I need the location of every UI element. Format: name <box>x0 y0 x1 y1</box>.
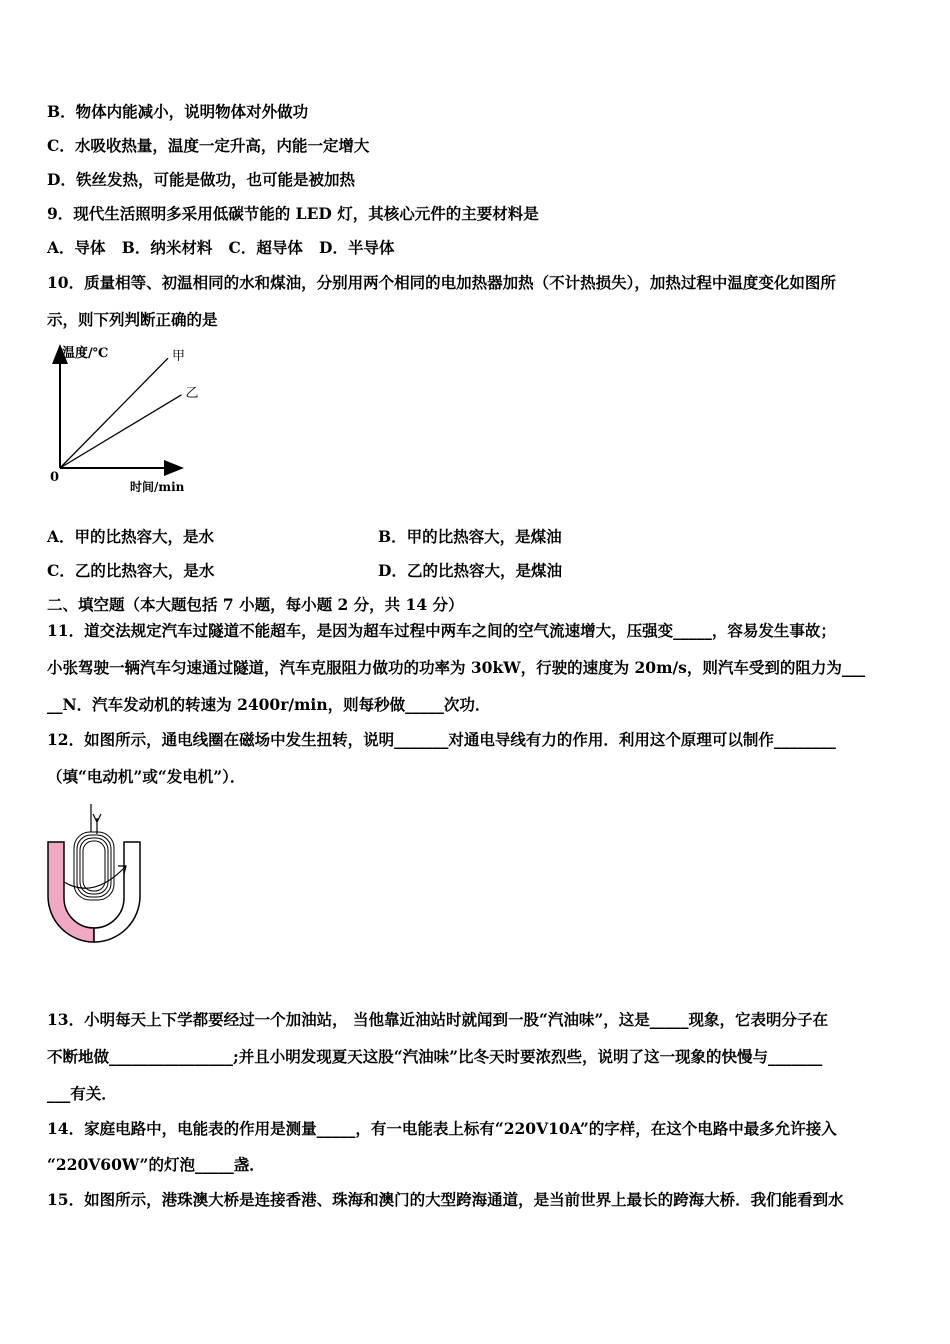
magnet-left-half <box>48 842 94 942</box>
temperature-time-graph <box>42 340 212 500</box>
q10-option-a: A．甲的比热容大，是水 <box>47 527 215 546</box>
q11-line-2: 小张驾驶一辆汽车匀速通过隧道，汽车克服阻力做功的功率为 30kW，行驶的速度为 20m/s，则汽车受到的阻力为___ <box>47 658 866 677</box>
section-2-heading: 二、填空题（本大题包括 7 小题，每小题 2 分，共 14 分） <box>47 595 464 614</box>
q13-line-3: ___有关． <box>47 1084 117 1103</box>
q13-line-2: 不断地做________________;并且小明发现夏天这股“汽油味”比冬天时要浓烈些，说明了这一现象的快慢与_______ <box>47 1047 823 1066</box>
q13-line-1: 13．小明每天上下学都要经过一个加油站， 当他靠近油站时就闻到一股“汽油味”，这是_____现象，它表明分子在 <box>47 1010 829 1029</box>
q14-line-2: “220V60W”的灯泡_____盏． <box>47 1155 265 1174</box>
q10-stem-2: 示，则下列判断正确的是 <box>47 310 218 329</box>
q10-option-b: B．甲的比热容大，是煤油 <box>378 527 562 546</box>
y-axis-label: 温度/℃ <box>62 346 109 361</box>
q10-stem-1: 10．质量相等、初温相同的水和煤油，分别用两个相同的电加热器加热（不计热损失），加热过程中温度变化如图所 <box>47 273 836 292</box>
x-axis-label: 时间/min <box>130 480 185 494</box>
q11-line-1: 11．道交法规定汽车过隧道不能超车，是因为超车过程中两车之间的空气流速增大，压强变_____，容易发生事故； <box>47 621 836 640</box>
series-layer <box>60 349 199 468</box>
q8-option-d: D．铁丝发热，可能是做功，也可能是被加热 <box>47 170 355 189</box>
q12-line-1: 12．如图所示，通电线圈在磁场中发生扭转，说明_______对通电导线有力的作用．利用这个原理可以制作________ <box>47 730 836 749</box>
q10-option-d: D．乙的比热容大，是煤油 <box>378 561 562 580</box>
q8-option-b: B．物体内能减小，说明物体对外做功 <box>47 102 309 121</box>
origin-label: 0 <box>50 470 60 485</box>
coil-magnet-figure <box>44 800 154 945</box>
q12-line-2: （填“电动机”或“发电机”）． <box>47 767 246 786</box>
series-label-2: 乙 <box>185 385 199 401</box>
q14-line-1: 14．家庭电路中，电能表的作用是测量_____，有一电能表上标有“220V10A”的字样，在这个电路中最多允许接入 <box>47 1119 837 1138</box>
q10-option-c: C．乙的比热容大，是水 <box>47 561 215 580</box>
q9-stem: 9．现代生活照明多采用低碳节能的 LED 灯，其核心元件的主要材料是 <box>47 204 539 223</box>
series-label-1: 甲 <box>172 349 186 365</box>
magnet-right-half <box>94 842 140 942</box>
q15-line-1: 15．如图所示，港珠澳大桥是连接香港、珠海和澳门的大型跨海通道，是当前世界上最长的跨海大桥．我们能看到水 <box>47 1190 844 1209</box>
q11-line-3: __N．汽车发动机的转速为 2400r/min，则每秒做_____次功． <box>47 695 491 714</box>
q9-options: A．导体 B．纳米材料 C．超导体 D．半导体 <box>47 238 395 257</box>
q8-option-c: C．水吸收热量，温度一定升高，内能一定增大 <box>47 136 370 155</box>
